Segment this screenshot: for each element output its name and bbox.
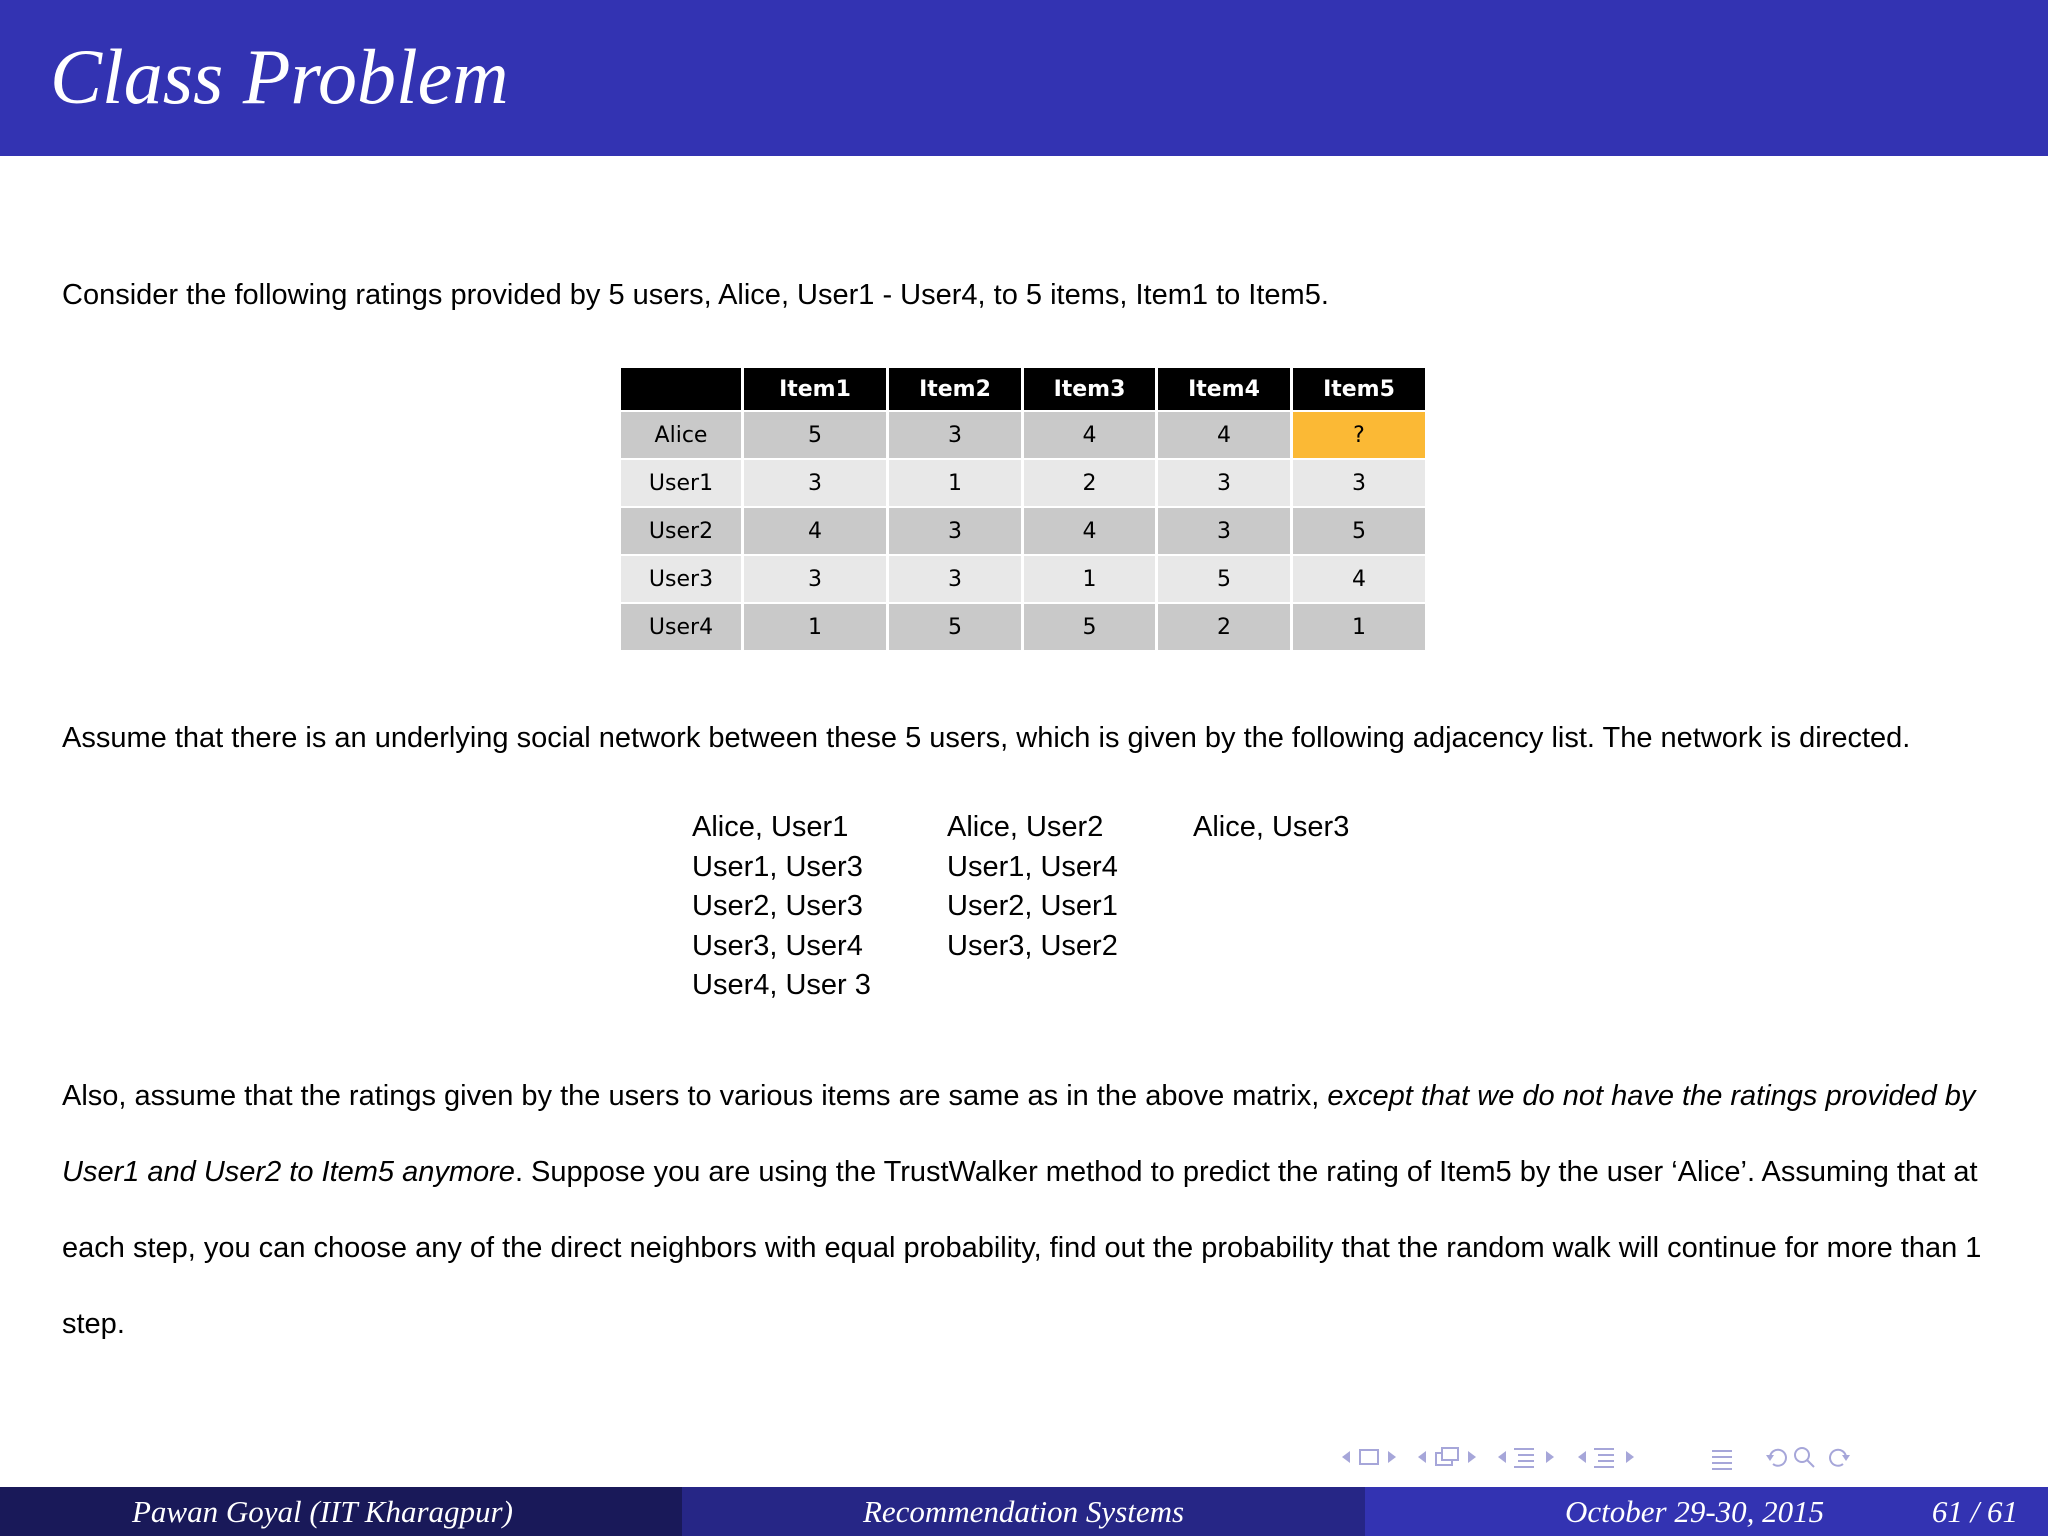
table-cell: 4: [744, 508, 886, 554]
table-cell: 4: [1024, 508, 1155, 554]
table-cell: 3: [1158, 460, 1290, 506]
adjacency-edge: Alice, User1: [692, 811, 849, 843]
adjacency-edge: User1, User4: [947, 850, 1118, 883]
nav-next-icon[interactable]: [1546, 1451, 1554, 1463]
table-cell: 5: [889, 604, 1021, 650]
row-label: Alice: [621, 412, 741, 458]
footer-author-section: [0, 1487, 682, 1536]
search-icon[interactable]: [1795, 1448, 1814, 1467]
footer-title-section: [682, 1487, 1365, 1536]
table-cell: 5: [1158, 556, 1290, 602]
table-row: [621, 508, 1425, 554]
table-row: [621, 604, 1425, 650]
table-header-cell: Item2: [889, 368, 1021, 410]
adjacency-column: [947, 808, 1118, 966]
adjacency-edge: Alice, User3: [1193, 811, 1350, 843]
adjacency-edge: User3, User2: [947, 929, 1118, 962]
adjacency-column: [692, 808, 871, 1006]
nav-next-icon[interactable]: [1388, 1451, 1396, 1463]
unknown-rating-cell: ?: [1293, 412, 1425, 458]
table-cell: 1: [1293, 604, 1425, 650]
table-header-cell: Item4: [1158, 368, 1290, 410]
question-text: [62, 1058, 2002, 1362]
page-number: 61 / 61: [1931, 1494, 2018, 1529]
slide-title: Class Problem: [50, 33, 509, 120]
table-cell: 1: [889, 460, 1021, 506]
question-italic-part: except that we do not have the ratings provided by User1 and User2 to Item5 anymore: [62, 1080, 1976, 1188]
footer-author: Pawan Goyal (IIT Kharagpur): [132, 1494, 513, 1529]
adjacency-edge: User2, User3: [692, 890, 863, 922]
beamer-navigation: [1338, 1443, 1994, 1471]
nav-next-icon[interactable]: [1626, 1451, 1634, 1463]
table-cell: 5: [1293, 508, 1425, 554]
table-cell: 3: [744, 556, 886, 602]
table-cell: 3: [744, 460, 886, 506]
adjacency-edge: User4, User 3: [692, 969, 871, 1001]
adjacency-edge: User1, User3: [692, 850, 863, 883]
table-cell: 3: [1293, 460, 1425, 506]
table-cell: 3: [889, 412, 1021, 458]
undo-icon[interactable]: [1766, 1450, 1786, 1466]
table-cell: 5: [1024, 604, 1155, 650]
nav-prev-icon[interactable]: [1418, 1451, 1426, 1463]
table-cell: 3: [889, 556, 1021, 602]
table-header-cell: [621, 368, 741, 410]
question-part1: Also, assume that the ratings given by the users to various items are same as in the above matrix,: [62, 1080, 1328, 1112]
redo-icon[interactable]: [1830, 1450, 1850, 1466]
table-row: [621, 460, 1425, 506]
question-part3: . Suppose you are using the TrustWalker method to predict the rating of Item5 by the user ‘Alice’. Assuming that at each step, you can choose any of the direct neighbors with equal probability, find out the probability that the random walk will continue for more than 1 step.: [62, 1156, 1982, 1340]
footer-course: Recommendation Systems: [862, 1494, 1185, 1529]
table-header-cell: Item5: [1293, 368, 1425, 410]
toc-icon[interactable]: [1712, 1451, 1732, 1469]
row-label: User1: [621, 460, 741, 506]
slide-icon[interactable]: [1594, 1449, 1614, 1467]
nav-next-icon[interactable]: [1468, 1451, 1476, 1463]
table-cell: 1: [744, 604, 886, 650]
title-bar: [0, 0, 2048, 156]
table-cell: 2: [1024, 460, 1155, 506]
table-header-row: [621, 368, 1425, 410]
adjacency-edge: User2, User1: [947, 890, 1118, 922]
ratings-table: [618, 366, 1428, 652]
table-cell: 3: [889, 508, 1021, 554]
intro-text: Consider the following ratings provided by 5 users, Alice, User1 - User4, to 5 items, Item1 to Item5.: [62, 279, 1329, 311]
table-header-cell: Item3: [1024, 368, 1155, 410]
row-label: User3: [621, 556, 741, 602]
table-row: [621, 556, 1425, 602]
nav-prev-icon[interactable]: [1498, 1451, 1506, 1463]
table-cell: 5: [744, 412, 886, 458]
nav-prev-icon[interactable]: [1342, 1451, 1350, 1463]
row-label: User2: [621, 508, 741, 554]
table-cell: 2: [1158, 604, 1290, 650]
footer-date: October 29-30, 2015: [1565, 1494, 1825, 1529]
table-row: [621, 412, 1425, 458]
footer-bar: [0, 1487, 2048, 1536]
nav-prev-icon[interactable]: [1578, 1451, 1586, 1463]
table-header-cell: Item1: [744, 368, 886, 410]
adjacency-column: [1193, 808, 1349, 848]
navigation-symbols: [1338, 1443, 1994, 1471]
table-cell: 4: [1293, 556, 1425, 602]
subsection-icon[interactable]: [1436, 1448, 1458, 1465]
table-cell: 3: [1158, 508, 1290, 554]
table-cell: 4: [1024, 412, 1155, 458]
adjacency-edge: User3, User4: [692, 929, 863, 962]
adjacency-edge: Alice, User2: [947, 811, 1104, 843]
table-cell: 1: [1024, 556, 1155, 602]
table-cell: 4: [1158, 412, 1290, 458]
section-icon[interactable]: [1514, 1449, 1534, 1467]
network-intro-text: Assume that there is an underlying social network between these 5 users, which is given by the following adjacency list. The network is directed.: [62, 722, 1911, 754]
footer-date-section: [1365, 1487, 2048, 1536]
row-label: User4: [621, 604, 741, 650]
frame-icon[interactable]: [1360, 1450, 1378, 1464]
